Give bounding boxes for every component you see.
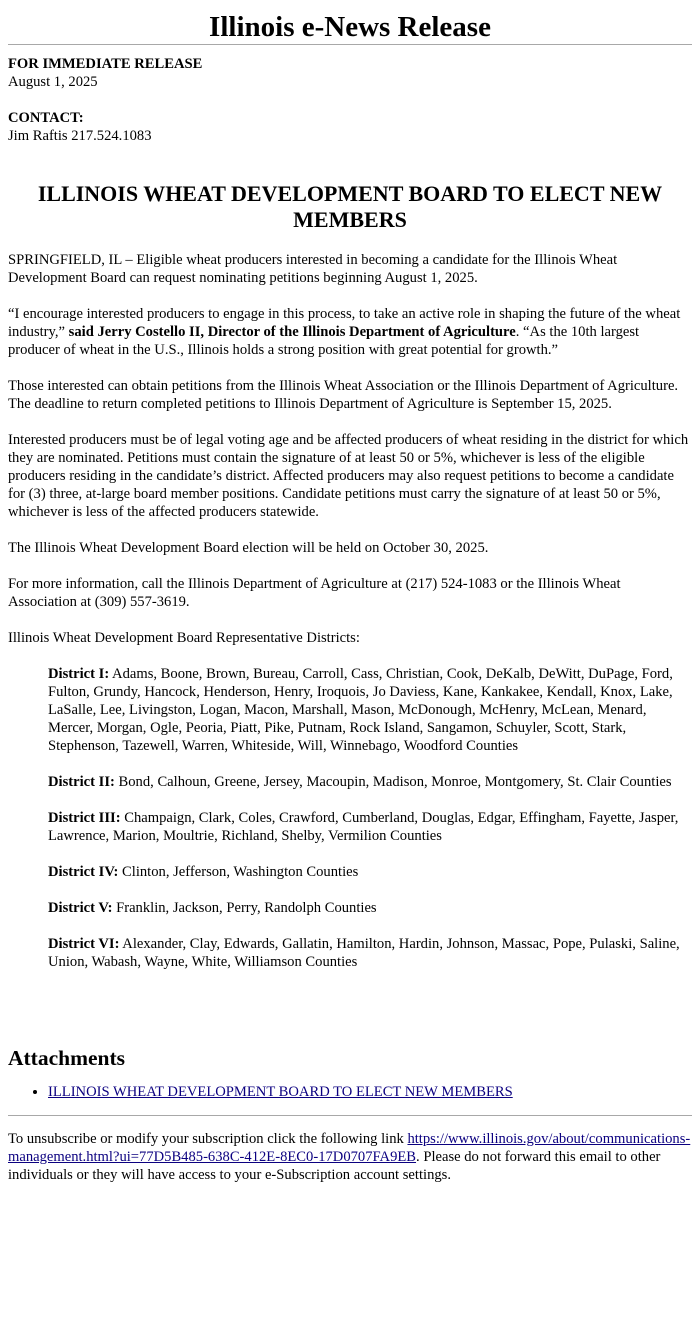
district-label: District II: <box>48 774 115 790</box>
unsubscribe-text-after: . Please do not forward this email to other individuals or they will have access to your e-Subscription account settings. <box>8 1149 661 1183</box>
district-item <box>48 809 692 845</box>
district-counties: Bond, Calhoun, Greene, Jersey, Macoupin, Madison, Monroe, Montgomery, St. Clair Counties <box>114 774 672 790</box>
district-item <box>48 773 692 791</box>
header-divider <box>8 44 692 45</box>
unsubscribe-text-before: To unsubscribe or modify your subscription click the following link <box>8 1131 408 1147</box>
footer-divider <box>8 1115 692 1116</box>
release-meta <box>8 55 692 145</box>
district-counties: Champaign, Clark, Coles, Crawford, Cumberland, Douglas, Edgar, Effingham, Fayette, Jasper, Lawrence, Marion, Moultrie, Richland, Shelby, Vermilion Counties <box>48 810 679 844</box>
district-label: District VI: <box>48 936 120 952</box>
district-counties: Alexander, Clay, Edwards, Gallatin, Hamilton, Hardin, Johnson, Massac, Pope, Pulaski, Saline, Union, Wabash, Wayne, White, Williamson Counties <box>48 936 680 970</box>
body-paragraph-4: Interested producers must be of legal voting age and be affected producers of wheat residing in the district for which they are nominated. Petitions must contain the signature of at least 50 or 5%, whichever is less of the eligible producers residing in the candidate’s district. Affected producers may also request petitions to become a candidate for (3) three, at-large board member positions. Candidate petitions must carry the signature of at least 50 or 5%, whichever is less of the affected producers statewide. <box>8 432 689 520</box>
district-list <box>48 665 692 971</box>
banner-title: Illinois e-News Release <box>209 11 491 43</box>
district-label: District III: <box>48 810 121 826</box>
district-item <box>48 935 692 971</box>
unsubscribe-link[interactable]: https://www.illinois.gov/about/communications-management.html?ui=77D5B485-638C-412E-8EC0-17D0707FA9EB <box>8 1131 691 1165</box>
contact-value: Jim Raftis 217.524.1083 <box>8 128 152 144</box>
release-date: August 1, 2025 <box>8 74 98 90</box>
footer <box>8 1130 692 1184</box>
attachment-link[interactable]: ILLINOIS WHEAT DEVELOPMENT BOARD TO ELECT NEW MEMBERS <box>48 1084 513 1100</box>
body-paragraph-5: The Illinois Wheat Development Board election will be held on October 30, 2025. <box>8 540 489 556</box>
body-paragraph-6: For more information, call the Illinois Department of Agriculture at (217) 524-1083 or the Illinois Wheat Association at (309) 557-3619. <box>8 576 621 610</box>
body-paragraph-3: Those interested can obtain petitions from the Illinois Wheat Association or the Illinois Department of Agriculture. The deadline to return completed petitions to Illinois Department of Agriculture is September 15, 2025. <box>8 378 679 412</box>
district-counties: Franklin, Jackson, Perry, Randolph Counties <box>112 900 377 916</box>
release-block <box>8 55 692 91</box>
headline: ILLINOIS WHEAT DEVELOPMENT BOARD TO ELECT NEW MEMBERS <box>37 181 663 232</box>
district-label: District IV: <box>48 864 119 880</box>
release-label: FOR IMMEDIATE RELEASE <box>8 56 203 72</box>
contact-label: CONTACT: <box>8 110 84 126</box>
quote-attribution: said Jerry Costello II, Director of the Illinois Department of Agriculture <box>68 324 516 340</box>
body-paragraph-1: SPRINGFIELD, IL – Eligible wheat producers interested in becoming a candidate for the Illinois Wheat Development Board can request nominating petitions beginning August 1, 2025. <box>8 252 618 286</box>
quote-part-1: “I encourage interested producers to engage in this process, to take an active role in shaping the future of the wheat industry,” <box>8 306 681 340</box>
body-paragraph-2 <box>8 305 692 359</box>
contact-block <box>8 109 692 145</box>
attachments-heading: Attachments <box>8 1046 126 1070</box>
district-item <box>48 665 692 755</box>
attachments-list <box>8 1083 692 1101</box>
email-page <box>0 10 700 1184</box>
unsubscribe-text <box>8 1130 692 1184</box>
quote-part-2: . “As the 10th largest producer of wheat in the U.S., Illinois holds a strong position with great potential for growth.” <box>8 324 640 358</box>
district-item <box>48 863 692 881</box>
district-counties: Clinton, Jefferson, Washington Counties <box>118 864 359 880</box>
district-label: District V: <box>48 900 113 916</box>
body-paragraph-7: Illinois Wheat Development Board Representative Districts: <box>8 630 360 646</box>
district-item <box>48 899 692 917</box>
district-label: District I: <box>48 666 110 682</box>
district-counties: Adams, Boone, Brown, Bureau, Carroll, Cass, Christian, Cook, DeKalb, DeWitt, DuPage, Ford, Fulton, Grundy, Hancock, Henderson, Henry, Iroquois, Jo Daviess, Kane, Kankakee, Kendall, Knox, Lake, LaSalle, Lee, Livingston, Logan, Macon, Marshall, Mason, McDonough, McHenry, McLean, Menard, Mercer, Morgan, Ogle, Peoria, Piatt, Pike, Putnam, Rock Island, Sangamon, Schuyler, Scott, Stark, Stephenson, Tazewell, Warren, Whiteside, Will, Winnebago, Woodford Counties <box>48 666 673 754</box>
attachment-item <box>48 1083 692 1101</box>
